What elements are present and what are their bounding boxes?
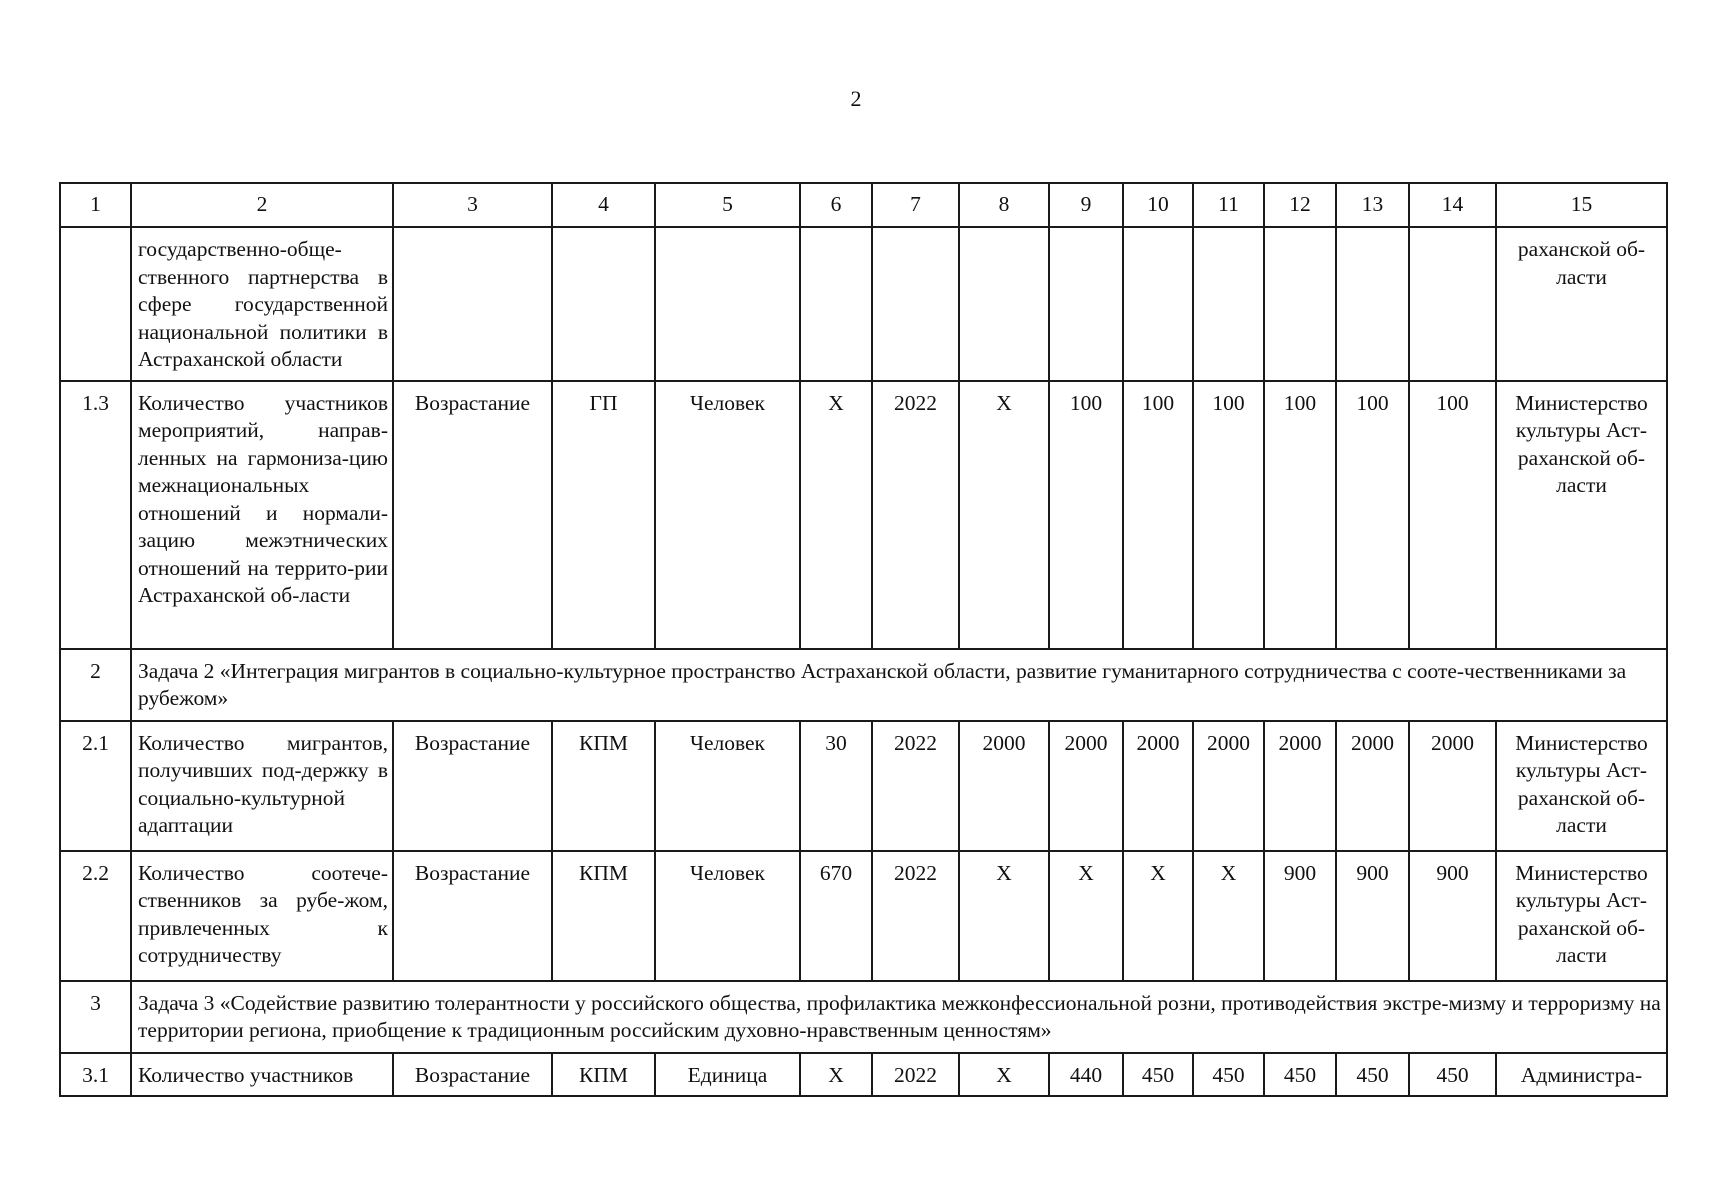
cell-indicator-name: Количество участников: [131, 1053, 393, 1097]
cell-value: 100: [1123, 381, 1193, 649]
header-cell: 8: [959, 183, 1049, 227]
task-row: [60, 981, 1667, 1053]
cell-level: КПМ: [552, 851, 655, 981]
cell-indicator-name: Количество мигрантов, получивших под-держку в социально-культурной адаптации: [131, 721, 393, 851]
cell-value: [959, 227, 1049, 381]
cell-number: 3.1: [60, 1053, 131, 1097]
header-cell: 4: [552, 183, 655, 227]
header-cell: 14: [1409, 183, 1496, 227]
cell-responsible: Министерство культуры Аст-раханской об-ласти: [1496, 851, 1667, 981]
cell-number: [60, 227, 131, 381]
cell-value: X: [1049, 851, 1123, 981]
cell-value: 450: [1409, 1053, 1496, 1097]
header-cell: 6: [800, 183, 872, 227]
page-number: 2: [850, 86, 862, 111]
cell-base-value: X: [800, 381, 872, 649]
header-row: [60, 183, 1667, 227]
cell-number: 2.1: [60, 721, 131, 851]
header-cell: 1: [60, 183, 131, 227]
cell-number: 3: [60, 981, 131, 1053]
cell-number: 1.3: [60, 381, 131, 649]
header-cell: 11: [1193, 183, 1264, 227]
cell-value: 100: [1336, 381, 1409, 649]
cell-trend: Возрастание: [393, 721, 552, 851]
cell-value: X: [959, 381, 1049, 649]
cell-base-value: [800, 227, 872, 381]
header-cell: 9: [1049, 183, 1123, 227]
cell-indicator-name: Количество участников мероприятий, направ-ленных на гармониза-цию межнациональных отношений и нормали-зацию межэтнических отношений на террито-рии Астраханской об-ласти: [131, 381, 393, 649]
cell-base-year: [872, 227, 959, 381]
cell-value: 100: [1409, 381, 1496, 649]
header-cell: 10: [1123, 183, 1193, 227]
cell-value: 2000: [1193, 721, 1264, 851]
cell-value: 2000: [1264, 721, 1336, 851]
table-row: [60, 1053, 1667, 1097]
cell-responsible: Администра-: [1496, 1053, 1667, 1097]
cell-trend: [393, 227, 552, 381]
cell-value: 900: [1336, 851, 1409, 981]
cell-responsible: Министерство культуры Аст-раханской об-ласти: [1496, 381, 1667, 649]
table-row: [60, 851, 1667, 981]
cell-unit: Человек: [655, 381, 800, 649]
cell-value: X: [959, 851, 1049, 981]
cell-number: 2: [60, 649, 131, 721]
cell-value: 2000: [1049, 721, 1123, 851]
cell-base-year: 2022: [872, 1053, 959, 1097]
cell-value: X: [959, 1053, 1049, 1097]
cell-value: [1193, 227, 1264, 381]
cell-responsible: раханской об-ласти: [1496, 227, 1667, 381]
cell-value: 450: [1264, 1053, 1336, 1097]
cell-unit: [655, 227, 800, 381]
header-cell: 7: [872, 183, 959, 227]
cell-value: 440: [1049, 1053, 1123, 1097]
cell-value: [1123, 227, 1193, 381]
cell-value: X: [1193, 851, 1264, 981]
cell-value: [1049, 227, 1123, 381]
cell-trend: Возрастание: [393, 1053, 552, 1097]
cell-value: 900: [1264, 851, 1336, 981]
task-title: Задача 3 «Содействие развитию толерантности у российского общества, профилактика межконфессиональной розни, противодействия экстре-мизму и терроризму на территории региона, приобщение к традиционным российским духовно-нравственным ценностям»: [131, 981, 1667, 1053]
cell-value: [1264, 227, 1336, 381]
header-cell: 13: [1336, 183, 1409, 227]
cell-level: [552, 227, 655, 381]
cell-value: 2000: [1336, 721, 1409, 851]
cell-unit: Человек: [655, 721, 800, 851]
cell-trend: Возрастание: [393, 851, 552, 981]
cell-level: ГП: [552, 381, 655, 649]
header-cell: 15: [1496, 183, 1667, 227]
cell-value: 100: [1049, 381, 1123, 649]
header-cell: 12: [1264, 183, 1336, 227]
cell-unit: Человек: [655, 851, 800, 981]
table-row: [60, 381, 1667, 649]
cell-base-value: 670: [800, 851, 872, 981]
cell-value: 900: [1409, 851, 1496, 981]
cell-value: 450: [1193, 1053, 1264, 1097]
cell-value: 100: [1193, 381, 1264, 649]
cell-unit: Единица: [655, 1053, 800, 1097]
cell-indicator-name: государственно-обще-ственного партнерства в сфере государственной национальной политики в Астраханской области: [131, 227, 393, 381]
cell-base-year: 2022: [872, 381, 959, 649]
indicators-table: [59, 182, 1668, 1097]
table-row-continuation: [60, 227, 1667, 381]
header-cell: 5: [655, 183, 800, 227]
cell-number: 2.2: [60, 851, 131, 981]
cell-value: 2000: [1123, 721, 1193, 851]
cell-value: [1336, 227, 1409, 381]
cell-indicator-name: Количество соотече-ственников за рубе-жом, привлеченных к сотрудничеству: [131, 851, 393, 981]
cell-value: 100: [1264, 381, 1336, 649]
header-cell: 3: [393, 183, 552, 227]
cell-trend: Возрастание: [393, 381, 552, 649]
cell-value: [1409, 227, 1496, 381]
cell-base-value: 30: [800, 721, 872, 851]
cell-base-value: X: [800, 1053, 872, 1097]
cell-base-year: 2022: [872, 851, 959, 981]
table-row: [60, 721, 1667, 851]
cell-value: 450: [1336, 1053, 1409, 1097]
cell-value: 2000: [959, 721, 1049, 851]
cell-level: КПМ: [552, 1053, 655, 1097]
cell-value: 2000: [1409, 721, 1496, 851]
cell-value: 450: [1123, 1053, 1193, 1097]
cell-value: X: [1123, 851, 1193, 981]
task-title: Задача 2 «Интеграция мигрантов в социально-культурное пространство Астраханской области, развитие гуманитарного сотрудничества с сооте-чественниками за рубежом»: [131, 649, 1667, 721]
cell-responsible: Министерство культуры Аст-раханской об-ласти: [1496, 721, 1667, 851]
cell-level: КПМ: [552, 721, 655, 851]
cell-base-year: 2022: [872, 721, 959, 851]
header-cell: 2: [131, 183, 393, 227]
task-row: [60, 649, 1667, 721]
